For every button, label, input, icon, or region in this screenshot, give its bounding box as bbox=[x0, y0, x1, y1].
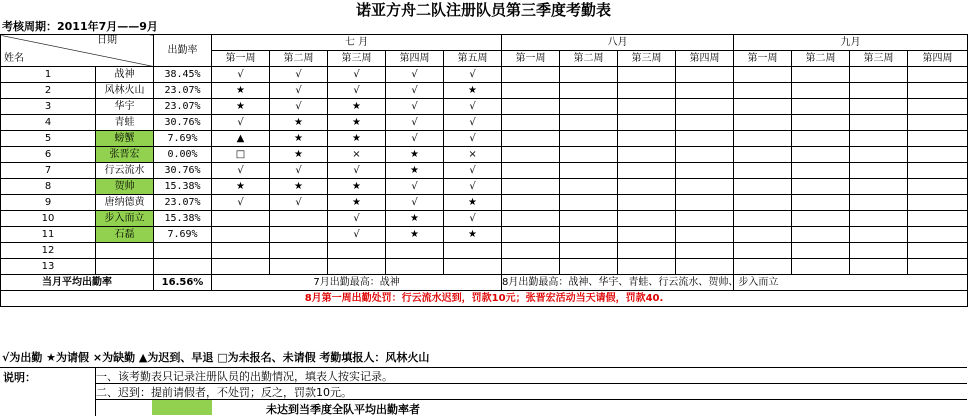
attendance-mark bbox=[792, 131, 850, 147]
attendance-mark bbox=[734, 83, 792, 99]
table-row bbox=[1, 227, 968, 243]
attendance-mark: ★ bbox=[386, 227, 444, 243]
attendance-mark bbox=[734, 195, 792, 211]
attendance-mark: √ bbox=[212, 163, 270, 179]
attendance-mark bbox=[850, 83, 908, 99]
table-row bbox=[1, 131, 968, 147]
attendance-rate: 7.69% bbox=[154, 131, 212, 147]
attendance-mark: √ bbox=[328, 227, 386, 243]
table-row bbox=[1, 195, 968, 211]
note-line-2: 二、迟到：提前请假者，不处罚；反之，罚款10元。 bbox=[96, 386, 352, 399]
month-august: 八月 bbox=[502, 35, 734, 51]
attendance-rate bbox=[154, 243, 212, 259]
attendance-mark: ★ bbox=[444, 195, 502, 211]
row-number: 2 bbox=[1, 83, 96, 99]
notes-section bbox=[0, 367, 967, 416]
attendance-mark: ★ bbox=[386, 163, 444, 179]
attendance-mark bbox=[618, 163, 676, 179]
member-name: 华宇 bbox=[96, 99, 154, 115]
attendance-mark: √ bbox=[386, 131, 444, 147]
member-name: 步入而立 bbox=[96, 211, 154, 227]
attendance-rate: 0.00% bbox=[154, 147, 212, 163]
attendance-mark bbox=[734, 259, 792, 275]
attendance-mark bbox=[792, 163, 850, 179]
week-header: 第二周 bbox=[560, 51, 618, 67]
attendance-mark bbox=[734, 179, 792, 195]
attendance-mark: ★ bbox=[444, 227, 502, 243]
name-label: 姓名 bbox=[4, 53, 24, 64]
symbol-legend: √为出勤 ★为请假 ×为缺勤 ▲为迟到、早退 □为未报名、未请假 考勤填报人：风林火山 bbox=[2, 351, 430, 364]
attendance-mark bbox=[502, 83, 560, 99]
attendance-mark bbox=[328, 243, 386, 259]
attendance-mark bbox=[618, 195, 676, 211]
attendance-mark bbox=[560, 83, 618, 99]
attendance-mark: √ bbox=[444, 163, 502, 179]
table-row bbox=[1, 115, 968, 131]
week-header: 第四周 bbox=[386, 51, 444, 67]
attendance-mark bbox=[560, 115, 618, 131]
attendance-mark: × bbox=[444, 147, 502, 163]
attendance-mark bbox=[908, 227, 968, 243]
attendance-rate: 38.45% bbox=[154, 67, 212, 83]
attendance-mark: ★ bbox=[328, 195, 386, 211]
attendance-mark bbox=[850, 179, 908, 195]
attendance-rate: 23.07% bbox=[154, 195, 212, 211]
attendance-mark: ★ bbox=[270, 131, 328, 147]
attendance-mark bbox=[676, 227, 734, 243]
attendance-mark bbox=[676, 147, 734, 163]
attendance-mark: √ bbox=[270, 83, 328, 99]
rate-header: 出勤率 bbox=[154, 35, 212, 67]
highlight-color-swatch bbox=[152, 400, 212, 415]
attendance-mark bbox=[560, 227, 618, 243]
attendance-mark: √ bbox=[328, 67, 386, 83]
attendance-mark: √ bbox=[328, 163, 386, 179]
attendance-mark bbox=[502, 131, 560, 147]
table-row bbox=[1, 259, 968, 275]
row-number: 4 bbox=[1, 115, 96, 131]
member-name: 贺帅 bbox=[96, 179, 154, 195]
attendance-rate bbox=[154, 259, 212, 275]
attendance-mark: √ bbox=[386, 83, 444, 99]
attendance-mark bbox=[676, 131, 734, 147]
attendance-mark bbox=[212, 227, 270, 243]
attendance-mark bbox=[386, 243, 444, 259]
attendance-mark bbox=[676, 243, 734, 259]
attendance-mark bbox=[792, 67, 850, 83]
attendance-mark bbox=[850, 99, 908, 115]
attendance-mark bbox=[502, 227, 560, 243]
table-row bbox=[1, 83, 968, 99]
row-number: 11 bbox=[1, 227, 96, 243]
attendance-mark bbox=[676, 115, 734, 131]
week-header: 第四周 bbox=[908, 51, 968, 67]
attendance-mark: √ bbox=[212, 115, 270, 131]
week-header: 第三周 bbox=[850, 51, 908, 67]
table-row bbox=[1, 211, 968, 227]
row-number: 12 bbox=[1, 243, 96, 259]
attendance-mark bbox=[676, 67, 734, 83]
attendance-mark bbox=[734, 115, 792, 131]
attendance-mark: × bbox=[328, 147, 386, 163]
attendance-mark bbox=[676, 99, 734, 115]
member-name: 风林火山 bbox=[96, 83, 154, 99]
week-header: 第一周 bbox=[212, 51, 270, 67]
attendance-mark bbox=[502, 115, 560, 131]
attendance-mark bbox=[444, 259, 502, 275]
attendance-mark bbox=[676, 179, 734, 195]
attendance-mark: ★ bbox=[328, 99, 386, 115]
attendance-mark bbox=[560, 99, 618, 115]
member-name: 战神 bbox=[96, 67, 154, 83]
attendance-mark bbox=[560, 131, 618, 147]
table-row bbox=[1, 147, 968, 163]
attendance-mark bbox=[560, 163, 618, 179]
attendance-mark bbox=[212, 259, 270, 275]
attendance-mark bbox=[502, 243, 560, 259]
attendance-mark: √ bbox=[328, 211, 386, 227]
member-name: 张晋宏 bbox=[96, 147, 154, 163]
row-number: 3 bbox=[1, 99, 96, 115]
attendance-mark bbox=[850, 243, 908, 259]
attendance-mark bbox=[618, 99, 676, 115]
attendance-mark bbox=[560, 147, 618, 163]
attendance-mark bbox=[792, 99, 850, 115]
attendance-mark bbox=[908, 243, 968, 259]
attendance-mark: √ bbox=[444, 67, 502, 83]
month-july: 七 月 bbox=[212, 35, 502, 51]
attendance-mark bbox=[792, 179, 850, 195]
attendance-mark: √ bbox=[270, 163, 328, 179]
attendance-mark bbox=[908, 211, 968, 227]
attendance-mark bbox=[560, 259, 618, 275]
attendance-mark: √ bbox=[270, 67, 328, 83]
attendance-mark bbox=[734, 99, 792, 115]
attendance-mark bbox=[908, 163, 968, 179]
row-number: 5 bbox=[1, 131, 96, 147]
attendance-mark bbox=[792, 115, 850, 131]
row-number: 13 bbox=[1, 259, 96, 275]
attendance-mark: □ bbox=[212, 147, 270, 163]
attendance-mark: ★ bbox=[212, 99, 270, 115]
attendance-mark bbox=[212, 243, 270, 259]
date-label: 日期 bbox=[97, 35, 117, 46]
attendance-mark bbox=[850, 147, 908, 163]
attendance-mark bbox=[850, 67, 908, 83]
penalty-notice: 8月第一周出勤处罚：行云流水迟到，罚款10元；张晋宏活动当天请假，罚款40. bbox=[1, 291, 968, 307]
attendance-mark bbox=[792, 83, 850, 99]
attendance-mark bbox=[502, 163, 560, 179]
attendance-mark bbox=[502, 147, 560, 163]
note-line-1: 一、该考勤表只记录注册队员的出勤情况，填表人按实记录。 bbox=[96, 370, 393, 383]
attendance-mark bbox=[734, 163, 792, 179]
attendance-mark: ▲ bbox=[212, 131, 270, 147]
attendance-mark bbox=[618, 83, 676, 99]
attendance-mark bbox=[270, 243, 328, 259]
week-header: 第五周 bbox=[444, 51, 502, 67]
row-number: 8 bbox=[1, 179, 96, 195]
row-number: 10 bbox=[1, 211, 96, 227]
attendance-mark bbox=[618, 227, 676, 243]
attendance-mark bbox=[212, 211, 270, 227]
attendance-mark bbox=[908, 115, 968, 131]
attendance-mark bbox=[560, 179, 618, 195]
week-header: 第三周 bbox=[618, 51, 676, 67]
attendance-mark bbox=[676, 83, 734, 99]
attendance-mark: ★ bbox=[386, 147, 444, 163]
month-september: 九月 bbox=[734, 35, 968, 51]
row-number: 7 bbox=[1, 163, 96, 179]
header-diagonal-cell bbox=[1, 35, 154, 67]
attendance-mark bbox=[734, 131, 792, 147]
attendance-mark bbox=[270, 227, 328, 243]
attendance-mark bbox=[792, 211, 850, 227]
week-header: 第三周 bbox=[328, 51, 386, 67]
attendance-mark: ★ bbox=[212, 179, 270, 195]
attendance-mark bbox=[734, 211, 792, 227]
attendance-mark bbox=[560, 243, 618, 259]
attendance-mark: ★ bbox=[444, 83, 502, 99]
attendance-mark bbox=[618, 131, 676, 147]
attendance-mark bbox=[618, 259, 676, 275]
sheet-title: 诺亚方舟二队注册队员第三季度考勤表 bbox=[355, 1, 611, 19]
attendance-rate: 23.07% bbox=[154, 83, 212, 99]
attendance-mark bbox=[734, 227, 792, 243]
attendance-mark bbox=[734, 67, 792, 83]
attendance-mark: √ bbox=[270, 195, 328, 211]
member-name: 青蛙 bbox=[96, 115, 154, 131]
attendance-mark bbox=[792, 259, 850, 275]
notes-label: 说明： bbox=[3, 371, 36, 384]
attendance-mark bbox=[618, 67, 676, 83]
week-header: 第一周 bbox=[502, 51, 560, 67]
summary-row bbox=[1, 275, 968, 291]
attendance-mark bbox=[502, 67, 560, 83]
attendance-mark bbox=[734, 243, 792, 259]
attendance-mark bbox=[560, 67, 618, 83]
attendance-mark bbox=[560, 211, 618, 227]
member-name bbox=[96, 243, 154, 259]
row-number: 6 bbox=[1, 147, 96, 163]
attendance-mark bbox=[734, 147, 792, 163]
attendance-mark bbox=[270, 211, 328, 227]
attendance-mark: ★ bbox=[270, 179, 328, 195]
week-header: 第四周 bbox=[676, 51, 734, 67]
attendance-mark: √ bbox=[444, 211, 502, 227]
attendance-mark: √ bbox=[444, 115, 502, 131]
july-best-attendance: 7月出勤最高：战神 bbox=[212, 275, 502, 291]
week-header: 第一周 bbox=[734, 51, 792, 67]
attendance-mark bbox=[676, 211, 734, 227]
attendance-mark: √ bbox=[270, 99, 328, 115]
attendance-mark bbox=[328, 259, 386, 275]
attendance-mark bbox=[850, 259, 908, 275]
attendance-mark bbox=[850, 115, 908, 131]
attendance-mark: ★ bbox=[270, 115, 328, 131]
attendance-mark bbox=[850, 211, 908, 227]
member-name: 唐纳德黄 bbox=[96, 195, 154, 211]
attendance-mark bbox=[444, 243, 502, 259]
attendance-mark bbox=[618, 179, 676, 195]
row-number: 9 bbox=[1, 195, 96, 211]
attendance-mark bbox=[908, 99, 968, 115]
attendance-rate: 30.76% bbox=[154, 115, 212, 131]
attendance-rate: 15.38% bbox=[154, 211, 212, 227]
attendance-mark: ★ bbox=[212, 83, 270, 99]
attendance-mark bbox=[618, 115, 676, 131]
attendance-mark: ★ bbox=[328, 131, 386, 147]
highlight-legend-text: 未达到当季度全队平均出勤率者 bbox=[266, 403, 420, 416]
attendance-mark bbox=[386, 259, 444, 275]
attendance-mark bbox=[908, 195, 968, 211]
table-row bbox=[1, 67, 968, 83]
attendance-mark bbox=[792, 227, 850, 243]
attendance-mark: √ bbox=[444, 179, 502, 195]
average-rate-label: 当月平均出勤率 bbox=[1, 275, 154, 291]
attendance-mark bbox=[676, 195, 734, 211]
attendance-mark: √ bbox=[386, 115, 444, 131]
week-header: 第二周 bbox=[270, 51, 328, 67]
assessment-period: 考核周期：2011年7月——9月 bbox=[2, 20, 158, 33]
attendance-table bbox=[0, 34, 968, 307]
attendance-mark bbox=[908, 259, 968, 275]
attendance-mark bbox=[908, 83, 968, 99]
attendance-mark: √ bbox=[386, 67, 444, 83]
attendance-mark bbox=[618, 211, 676, 227]
attendance-mark: √ bbox=[444, 131, 502, 147]
attendance-mark bbox=[908, 179, 968, 195]
attendance-mark: √ bbox=[386, 179, 444, 195]
attendance-mark: √ bbox=[328, 83, 386, 99]
attendance-mark bbox=[502, 259, 560, 275]
row-number: 1 bbox=[1, 67, 96, 83]
attendance-mark: √ bbox=[386, 195, 444, 211]
member-name: 行云流水 bbox=[96, 163, 154, 179]
attendance-mark bbox=[792, 195, 850, 211]
member-name: 石磊 bbox=[96, 227, 154, 243]
attendance-rate: 7.69% bbox=[154, 227, 212, 243]
attendance-mark bbox=[908, 67, 968, 83]
attendance-rate: 30.76% bbox=[154, 163, 212, 179]
attendance-mark bbox=[850, 195, 908, 211]
table-row bbox=[1, 163, 968, 179]
attendance-mark: √ bbox=[212, 67, 270, 83]
table-row bbox=[1, 99, 968, 115]
attendance-mark bbox=[502, 99, 560, 115]
table-row bbox=[1, 243, 968, 259]
attendance-mark bbox=[792, 243, 850, 259]
attendance-mark bbox=[850, 131, 908, 147]
week-header: 第二周 bbox=[792, 51, 850, 67]
attendance-mark bbox=[676, 163, 734, 179]
attendance-rate: 23.07% bbox=[154, 99, 212, 115]
attendance-rate: 15.38% bbox=[154, 179, 212, 195]
attendance-mark bbox=[676, 259, 734, 275]
attendance-mark bbox=[560, 195, 618, 211]
attendance-mark: ★ bbox=[328, 115, 386, 131]
attendance-mark bbox=[850, 227, 908, 243]
table-row bbox=[1, 179, 968, 195]
attendance-mark bbox=[618, 243, 676, 259]
penalty-row bbox=[1, 291, 968, 307]
member-name bbox=[96, 259, 154, 275]
attendance-mark bbox=[270, 259, 328, 275]
attendance-mark bbox=[850, 163, 908, 179]
attendance-mark bbox=[502, 179, 560, 195]
attendance-mark bbox=[502, 211, 560, 227]
attendance-mark bbox=[618, 147, 676, 163]
attendance-mark: ★ bbox=[328, 179, 386, 195]
attendance-mark bbox=[908, 147, 968, 163]
attendance-mark bbox=[502, 195, 560, 211]
august-best-attendance: 8月出勤最高：战神、华宇、青蛙、行云流水、贺帅、步入而立 bbox=[502, 275, 734, 291]
attendance-mark: √ bbox=[386, 99, 444, 115]
member-name: 螃蟹 bbox=[96, 131, 154, 147]
attendance-mark bbox=[908, 131, 968, 147]
attendance-mark: √ bbox=[444, 99, 502, 115]
attendance-mark: ★ bbox=[270, 147, 328, 163]
average-rate-value: 16.56% bbox=[154, 275, 212, 291]
attendance-mark bbox=[792, 147, 850, 163]
attendance-mark: √ bbox=[212, 195, 270, 211]
attendance-mark: ★ bbox=[386, 211, 444, 227]
